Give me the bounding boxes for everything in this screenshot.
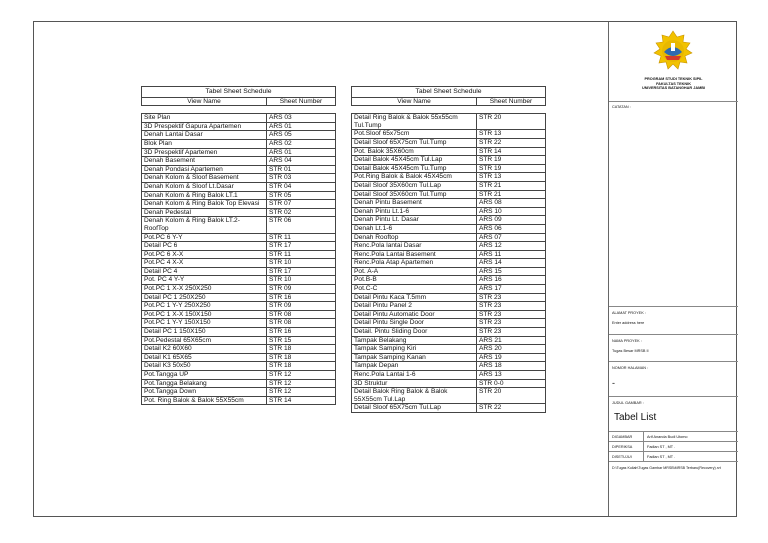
table-row xyxy=(352,199,546,208)
table-row xyxy=(142,267,336,276)
view-name-cell: Pot.PC 6 X-X xyxy=(142,250,267,259)
disetujui-row xyxy=(609,452,738,462)
table-row xyxy=(142,157,336,166)
view-name-cell: Pot. PC 4 Y-Y xyxy=(142,276,267,285)
sheet-number-cell: STR 06 xyxy=(267,217,336,233)
sheet-number-cell: ARS 16 xyxy=(477,276,546,285)
view-name-cell: Denah Pintu Lt.1-6 xyxy=(352,207,477,216)
sheet-number-cell: STR 23 xyxy=(477,328,546,337)
alamat-value: Enter address here xyxy=(612,321,645,325)
view-name-cell: Detail Pintu Automatic Door xyxy=(352,310,477,319)
column-header-sheet-number: Sheet Number xyxy=(477,97,546,106)
table-row xyxy=(352,353,546,362)
digambar-label: DIGAMBAR xyxy=(612,435,633,439)
view-name-cell: Pot.Tangga Belakang xyxy=(142,379,267,388)
institution-name xyxy=(609,77,738,91)
view-name-cell: Renc.Pola Lantai Basement xyxy=(352,250,477,259)
sheet-number-cell: STR 23 xyxy=(477,310,546,319)
sheet-number-cell: ARS 03 xyxy=(267,114,336,123)
nama-proyek-label: NAMA PROYEK : xyxy=(612,339,642,343)
view-name-cell: Denah Kolom & Sloof Lt.Dasar xyxy=(142,182,267,191)
sheet-number-cell: STR 13 xyxy=(477,130,546,139)
table-row xyxy=(142,131,336,140)
view-name-cell: Pot.B-B xyxy=(352,276,477,285)
view-name-cell: Pot.Sloof 65x75cm xyxy=(352,130,477,139)
view-name-cell: Renc.Pola Lantai 1-6 xyxy=(352,371,477,380)
view-name-cell: Pot.Tangga Down xyxy=(142,388,267,397)
sheet-number-cell: STR 11 xyxy=(267,250,336,259)
view-name-cell: Denah Pondasi Apartemen xyxy=(142,165,267,174)
view-name-cell: Denah Kolom & Ring Balok LT.1 xyxy=(142,191,267,200)
disetujui-label: DISETUJUI xyxy=(612,455,632,459)
sheet-number-cell: ARS 07 xyxy=(477,233,546,242)
sheet-number-cell: STR 21 xyxy=(477,190,546,199)
sheet-number-cell: STR 08 xyxy=(267,310,336,319)
title-block xyxy=(608,22,737,516)
view-name-cell: Renc.Pola Atap Apartemen xyxy=(352,259,477,268)
sheet-schedule-left xyxy=(141,86,336,405)
sheet-number-cell: ARS 02 xyxy=(267,139,336,148)
table-row xyxy=(142,139,336,148)
sheet-number-cell: ARS 13 xyxy=(477,371,546,380)
diperiksa-row xyxy=(609,442,738,452)
table-row xyxy=(352,173,546,182)
view-name-cell: Tampak Samping Kiri xyxy=(352,345,477,354)
table-row xyxy=(352,130,546,139)
table-row xyxy=(352,181,546,190)
view-name-cell: Denah Kolom & Sloof Basement xyxy=(142,174,267,183)
sheet-number-cell: ARS 20 xyxy=(477,345,546,354)
table-row xyxy=(142,328,336,337)
table-row xyxy=(142,371,336,380)
sheet-number-cell: STR 14 xyxy=(477,147,546,156)
sheet-number-cell: STR 23 xyxy=(477,319,546,328)
sheet-number-cell: STR 22 xyxy=(477,404,546,413)
view-name-cell: Pot.Pedestal 65X65cm xyxy=(142,336,267,345)
table-row xyxy=(142,217,336,233)
view-name-cell: Pot.PC 1 X-X 250X250 xyxy=(142,285,267,294)
table-row xyxy=(352,336,546,345)
view-name-cell: Denah Pedestal xyxy=(142,208,267,217)
table-row xyxy=(142,310,336,319)
sheet-schedule-right xyxy=(351,86,546,413)
schedule-title: Tabel Sheet Schedule xyxy=(352,87,546,98)
sheet-number-cell: STR 16 xyxy=(267,293,336,302)
view-name-cell: Detail Sloof 65X75cm Tul.Lap xyxy=(352,404,477,413)
sheet-number-cell: ARS 12 xyxy=(477,242,546,251)
sheet-number-cell: STR 11 xyxy=(267,233,336,242)
sheet-number-cell: STR 20 xyxy=(477,388,546,404)
judul-gambar-label: JUDUL GAMBAR : xyxy=(612,401,644,405)
table-row xyxy=(142,208,336,217)
table-row xyxy=(352,224,546,233)
schedule-title: Tabel Sheet Schedule xyxy=(142,87,336,98)
table-row xyxy=(352,267,546,276)
table-row xyxy=(142,353,336,362)
view-name-cell: Detail K2 60X60 xyxy=(142,345,267,354)
sheet-number-cell: STR 23 xyxy=(477,293,546,302)
table-row xyxy=(142,362,336,371)
view-name-cell: Pot.PC 1 X-X 150X150 xyxy=(142,310,267,319)
view-name-cell: Site Plan xyxy=(142,114,267,123)
view-name-cell: Detail Sloof 65X75cm Tul.Tump xyxy=(352,138,477,147)
table-row xyxy=(142,165,336,174)
table-row xyxy=(352,379,546,388)
table-row xyxy=(142,276,336,285)
sheet-number-cell: STR 12 xyxy=(267,379,336,388)
sheet-number-cell: STR 21 xyxy=(477,181,546,190)
view-name-cell: Detail Balok Ring Balok & Balok 55X55cm Tul.Lap xyxy=(352,388,477,404)
table-row xyxy=(352,328,546,337)
table-row xyxy=(352,138,546,147)
view-name-cell: Pot.Ring Balok & Balok 45X45cm xyxy=(352,173,477,182)
view-name-cell: Tampak Depan xyxy=(352,362,477,371)
institution-line: FAKULTAS TEKNIK xyxy=(656,81,691,86)
logo-area xyxy=(609,22,738,102)
view-name-cell: Detail Pintu Panel 2 xyxy=(352,302,477,311)
view-name-cell: Pot.PC 4 X-X xyxy=(142,259,267,268)
table-row xyxy=(352,164,546,173)
project-address-area xyxy=(609,307,738,335)
view-name-cell: Pot. A-A xyxy=(352,267,477,276)
table-row xyxy=(352,250,546,259)
sheet-number-cell: STR 05 xyxy=(267,191,336,200)
sheet-number-cell: STR 03 xyxy=(267,174,336,183)
sheet-number-cell: STR 12 xyxy=(267,388,336,397)
table-row xyxy=(352,147,546,156)
table-row xyxy=(352,310,546,319)
table-row xyxy=(142,336,336,345)
sheet-number-cell: STR 07 xyxy=(267,200,336,209)
sheet-number-cell: STR 16 xyxy=(267,328,336,337)
view-name-cell: Pot.C-C xyxy=(352,285,477,294)
sheet-number-cell: STR 08 xyxy=(267,319,336,328)
view-name-cell: Denah Kolom & Ring Balok LT.2-RoofTop xyxy=(142,217,267,233)
digambar-row xyxy=(609,432,738,442)
notes-area xyxy=(609,102,738,307)
table-row xyxy=(142,285,336,294)
sheet-number-cell: ARS 14 xyxy=(477,259,546,268)
table-row xyxy=(142,293,336,302)
table-row xyxy=(352,404,546,413)
table-row xyxy=(352,388,546,404)
drawing-sheet xyxy=(33,21,737,517)
table-row xyxy=(142,396,336,405)
sheet-number-cell: STR 13 xyxy=(477,173,546,182)
table-row xyxy=(142,174,336,183)
sheet-number-cell: STR 18 xyxy=(267,362,336,371)
view-name-cell: Pot.PC 6 Y-Y xyxy=(142,233,267,242)
table-row xyxy=(142,122,336,131)
table-row xyxy=(352,302,546,311)
sheet-number-cell: STR 17 xyxy=(267,267,336,276)
view-name-cell: Pot.PC 1 Y-Y 150X150 xyxy=(142,319,267,328)
table-row xyxy=(352,285,546,294)
sheet-number-cell: STR 17 xyxy=(267,242,336,251)
view-name-cell: 3D Struktur xyxy=(352,379,477,388)
university-logo-icon xyxy=(652,30,694,72)
sheet-number-cell: ARS 11 xyxy=(477,250,546,259)
view-name-cell: Detail. Pintu Sliding Door xyxy=(352,328,477,337)
view-name-cell: Denah Kolom & Ring Balok Top Elevasi xyxy=(142,200,267,209)
sheet-number-cell: STR 19 xyxy=(477,164,546,173)
drawing-title-area xyxy=(609,397,738,432)
sheet-number-cell: STR 19 xyxy=(477,156,546,165)
view-name-cell: Blok Plan xyxy=(142,139,267,148)
view-name-cell: Denah Lantai Dasar xyxy=(142,131,267,140)
view-name-cell: Detail K3 50x50 xyxy=(142,362,267,371)
catatan-label: CATATAN : xyxy=(612,105,631,109)
sheet-number-cell: STR 20 xyxy=(477,114,546,130)
sheet-number-cell: ARS 09 xyxy=(477,216,546,225)
view-name-cell: Detail PC 1 250X250 xyxy=(142,293,267,302)
table-row xyxy=(142,259,336,268)
table-row xyxy=(142,191,336,200)
nomor-halaman-value: - xyxy=(612,378,615,388)
institution-line: UNIVERSITAS BATANGHAR JAMBI xyxy=(641,86,706,91)
view-name-cell: Tampak Belakang xyxy=(352,336,477,345)
table-row xyxy=(142,200,336,209)
sheet-number-cell: STR 01 xyxy=(267,165,336,174)
table-row xyxy=(142,302,336,311)
table-row xyxy=(142,379,336,388)
view-name-cell: Detail PC 1 150X150 xyxy=(142,328,267,337)
diperiksa-label: DIPERIKSA xyxy=(612,445,633,449)
view-name-cell: Pot.Tangga UP xyxy=(142,371,267,380)
view-name-cell: Detail Balok 45X45cm Tu.Tump xyxy=(352,164,477,173)
view-name-cell: Tampak Samping Kanan xyxy=(352,353,477,362)
table-row xyxy=(352,242,546,251)
table-row xyxy=(142,114,336,123)
table-row xyxy=(352,276,546,285)
view-name-cell: Denah Lt.1-6 xyxy=(352,224,477,233)
diperiksa-value: Fadlan ST , MT . xyxy=(647,445,676,449)
sheet-number-cell: ARS 01 xyxy=(267,122,336,131)
page-number-area xyxy=(609,362,738,397)
view-name-cell: Renc.Pola lantai Dasar xyxy=(352,242,477,251)
table-row xyxy=(352,156,546,165)
table-row xyxy=(142,148,336,157)
sheet-number-cell: STR 09 xyxy=(267,302,336,311)
nama-proyek-value: Tugas Besar MRSB II xyxy=(612,349,649,353)
sheet-number-cell: ARS 10 xyxy=(477,207,546,216)
sheet-number-cell: STR 18 xyxy=(267,353,336,362)
sheet-number-cell: ARS 05 xyxy=(267,131,336,140)
column-header-view-name: View Name xyxy=(142,97,267,106)
sheet-number-cell: ARS 15 xyxy=(477,267,546,276)
table-row xyxy=(142,319,336,328)
table-row xyxy=(142,182,336,191)
view-name-cell: Detail PC 6 xyxy=(142,242,267,251)
sheet-number-cell: ARS 19 xyxy=(477,353,546,362)
sheet-number-cell: STR 14 xyxy=(267,396,336,405)
view-name-cell: 3D Prespektif Gapura Apartemen xyxy=(142,122,267,131)
project-name-area xyxy=(609,335,738,362)
view-name-cell: Denah Rooftop xyxy=(352,233,477,242)
table-row xyxy=(352,190,546,199)
table-row xyxy=(352,216,546,225)
sheet-number-cell: ARS 18 xyxy=(477,362,546,371)
sheet-number-cell: STR 02 xyxy=(267,208,336,217)
sheet-number-cell: STR 04 xyxy=(267,182,336,191)
sheet-number-cell: STR 18 xyxy=(267,345,336,354)
table-row xyxy=(142,242,336,251)
file-path: D:\Tugas Kuliah\Tugas Gambar MRSB\MRSB Terbaru(Recovery).rvt xyxy=(612,466,721,470)
table-row xyxy=(352,293,546,302)
column-header-view-name: View Name xyxy=(352,97,477,106)
digambar-value: Arif Ananda Budi Utomo xyxy=(647,435,688,439)
drawing-title: Tabel List xyxy=(614,412,657,423)
institution-line: PROGRAM STUDI TEKNIK SIPIL xyxy=(644,77,703,81)
alamat-label: ALAMAT PROYEK : xyxy=(612,311,646,315)
sheet-number-cell: STR 23 xyxy=(477,302,546,311)
view-name-cell: Detail Sloof 35X60cm Tul.Lap xyxy=(352,181,477,190)
table-row xyxy=(142,250,336,259)
view-name-cell: Pot.PC 1 Y-Y 250X250 xyxy=(142,302,267,311)
table-row xyxy=(352,233,546,242)
table-row xyxy=(352,207,546,216)
sheet-number-cell: STR 15 xyxy=(267,336,336,345)
sheet-number-cell: STR 09 xyxy=(267,285,336,294)
view-name-cell: 3D Prespektif Apartemen xyxy=(142,148,267,157)
view-name-cell: Detail Balok 45X45cm Tul.Lap xyxy=(352,156,477,165)
table-row xyxy=(142,345,336,354)
view-name-cell: Pot. Balok 35X60cm xyxy=(352,147,477,156)
table-row xyxy=(142,233,336,242)
table-row xyxy=(352,259,546,268)
view-name-cell: Denah Pintu Lt. Dasar xyxy=(352,216,477,225)
sheet-number-cell: STR 10 xyxy=(267,276,336,285)
view-name-cell: Denah Pintu Basement xyxy=(352,199,477,208)
sheet-number-cell: ARS 21 xyxy=(477,336,546,345)
table-row xyxy=(352,319,546,328)
table-row xyxy=(352,362,546,371)
sheet-number-cell: STR 0-0 xyxy=(477,379,546,388)
view-name-cell: Detail K1 65X65 xyxy=(142,353,267,362)
view-name-cell: Detail Pintu Single Door xyxy=(352,319,477,328)
sheet-number-cell: STR 12 xyxy=(267,371,336,380)
view-name-cell: Detail Pintu Kaca T.5mm xyxy=(352,293,477,302)
view-name-cell: Detail Sloof 35X60cm Tul.Tump xyxy=(352,190,477,199)
table-row xyxy=(352,371,546,380)
disetujui-value: Fadlan ST , MT . xyxy=(647,455,676,459)
sheet-number-cell: STR 22 xyxy=(477,138,546,147)
nomor-halaman-label: NOMOR HALAMAN : xyxy=(612,366,649,370)
sheet-number-cell: ARS 01 xyxy=(267,148,336,157)
view-name-cell: Detail Ring Balok & Balok 55x55cm Tul.Tump xyxy=(352,114,477,130)
sheet-number-cell: ARS 06 xyxy=(477,224,546,233)
sheet-number-cell: ARS 08 xyxy=(477,199,546,208)
table-row xyxy=(352,345,546,354)
sheet-number-cell: STR 10 xyxy=(267,259,336,268)
table-row xyxy=(142,388,336,397)
table-row xyxy=(352,114,546,130)
view-name-cell: Detail PC 4 xyxy=(142,267,267,276)
sheet-number-cell: ARS 17 xyxy=(477,285,546,294)
column-header-sheet-number: Sheet Number xyxy=(267,97,336,106)
sheet-number-cell: ARS 04 xyxy=(267,157,336,166)
view-name-cell: Denah Basement xyxy=(142,157,267,166)
view-name-cell: Pot. Ring Balok & Balok 55X55cm xyxy=(142,396,267,405)
